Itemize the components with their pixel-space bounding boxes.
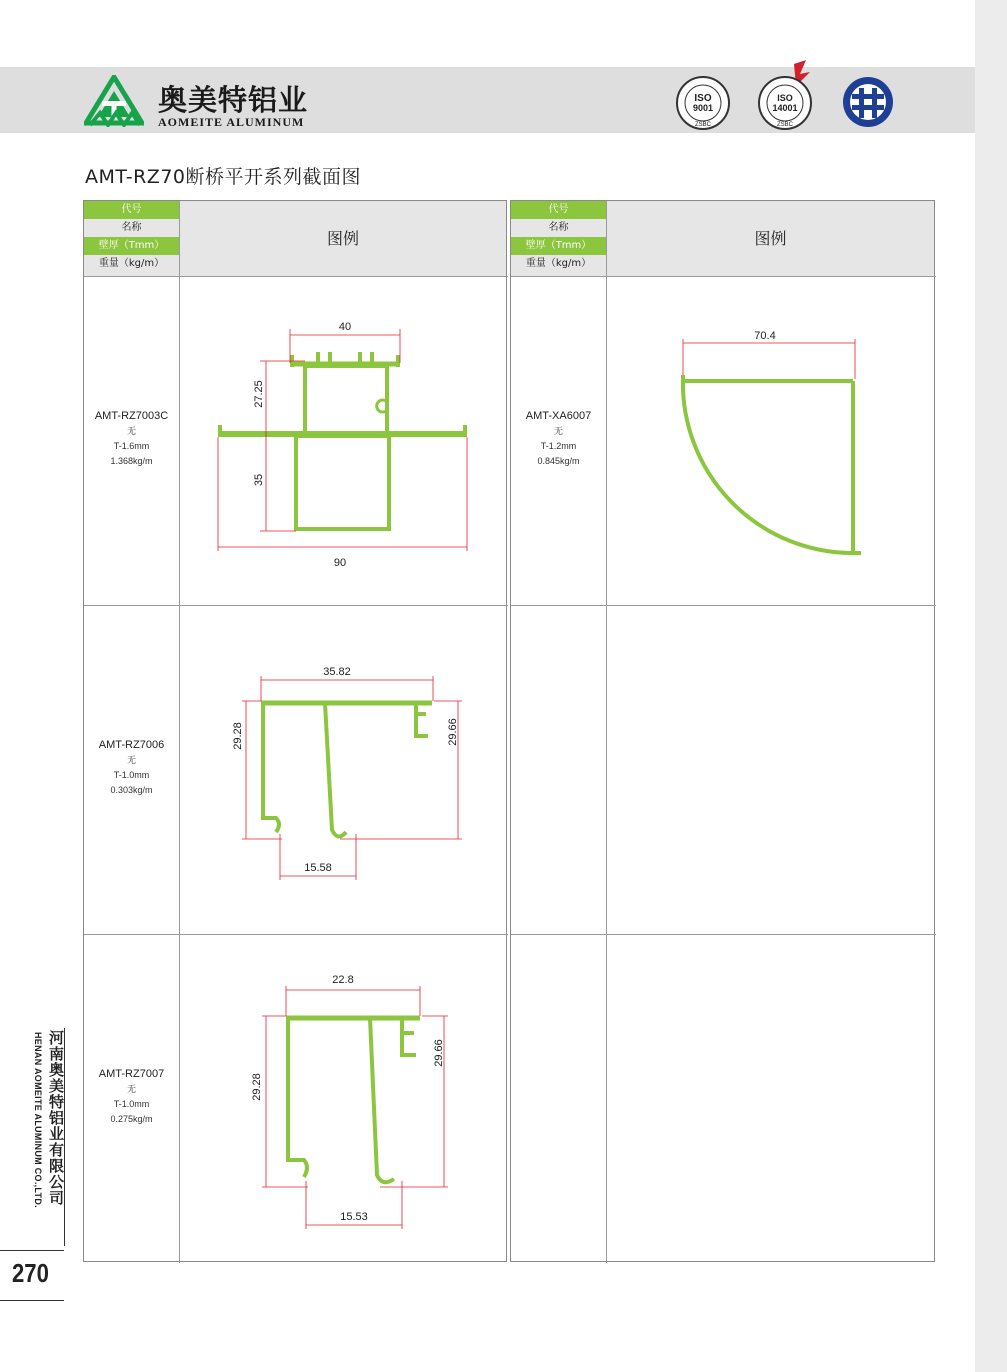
profile-code: AMT-RZ7006 bbox=[98, 739, 165, 751]
profile-weight: 0.275kg/m bbox=[110, 1114, 153, 1124]
spec-rz7007 bbox=[84, 1067, 179, 1127]
iso9001-badge-icon bbox=[674, 74, 732, 132]
profile-weight: 1.368kg/m bbox=[110, 456, 153, 466]
profile-weight: 0.303kg/m bbox=[110, 785, 153, 795]
dim-upper: 27.25 bbox=[253, 380, 265, 408]
iso9001-number: 9001 bbox=[692, 103, 714, 113]
header-legend: 图例 bbox=[180, 201, 506, 276]
page-number: 270 bbox=[12, 1258, 49, 1288]
brand-name-cn: 奥美特铝业 bbox=[158, 83, 309, 117]
company-name-cn: 河南奥美特铝业有限公司 bbox=[47, 1030, 65, 1206]
profile-drawing-rz7007 bbox=[180, 935, 506, 1263]
header-wall: 壁厚（Tmm） bbox=[84, 237, 179, 256]
profile-wall: T-1.6mm bbox=[113, 441, 150, 451]
dim-top: 35.82 bbox=[323, 666, 351, 678]
header-name: 名称 bbox=[84, 219, 179, 238]
company-logo-icon bbox=[84, 75, 144, 127]
spec-xa6007 bbox=[511, 409, 606, 469]
header-name: 名称 bbox=[511, 219, 606, 238]
iso9001-code: ISO bbox=[694, 93, 712, 104]
profile-code: AMT-RZ7007 bbox=[98, 1068, 165, 1080]
dim-right: 29.66 bbox=[447, 718, 459, 746]
spec-rz7006 bbox=[84, 738, 179, 798]
profile-name: 无 bbox=[126, 755, 136, 765]
header-wall: 壁厚（Tmm） bbox=[511, 237, 606, 256]
dim-bottom: 15.53 bbox=[340, 1211, 368, 1223]
profile-drawing-xa6007 bbox=[607, 277, 934, 605]
profile-name: 无 bbox=[553, 426, 563, 436]
profile-name: 无 bbox=[126, 426, 136, 436]
dim-bottom: 90 bbox=[333, 557, 347, 569]
page-edge-strip bbox=[975, 0, 1007, 1372]
dim-top: 22.8 bbox=[332, 974, 354, 986]
iso14001-agency: ZSBC bbox=[776, 122, 794, 128]
profile-code: AMT-XA6007 bbox=[525, 410, 592, 422]
dim-right: 29.66 bbox=[433, 1039, 445, 1067]
profile-table-right bbox=[510, 200, 935, 1262]
iso14001-badge-icon bbox=[756, 60, 816, 132]
profile-wall: T-1.0mm bbox=[113, 1099, 150, 1109]
profile-drawing-rz7003c bbox=[180, 277, 506, 605]
profile-code: AMT-RZ7003C bbox=[94, 410, 169, 422]
iso14001-code: ISO bbox=[777, 93, 793, 103]
header-band bbox=[0, 67, 975, 133]
header-weight: 重量（kg/m） bbox=[84, 255, 179, 276]
dim-lower: 35 bbox=[253, 473, 265, 487]
header-code: 代号 bbox=[84, 201, 179, 220]
header-legend: 图例 bbox=[607, 201, 934, 276]
profile-wall: T-1.0mm bbox=[113, 770, 150, 780]
spec-rz7003c bbox=[84, 409, 179, 469]
cert-emblem-icon bbox=[840, 74, 896, 130]
header-code: 代号 bbox=[511, 201, 606, 220]
dim-top: 40 bbox=[338, 321, 352, 333]
company-name-en: HENAN AOMEITE ALUMINUM CO.,LTD. bbox=[33, 1032, 43, 1208]
profile-drawing-rz7006 bbox=[180, 606, 506, 934]
page-number-rule-top bbox=[0, 1250, 64, 1251]
profile-name: 无 bbox=[126, 1084, 136, 1094]
brand-name-en: AOMEITE ALUMINUM bbox=[158, 115, 305, 129]
page-number-rule-bottom bbox=[0, 1300, 64, 1301]
dim-left: 29.28 bbox=[232, 722, 244, 750]
dim-top: 70.4 bbox=[754, 330, 776, 342]
iso9001-agency: ZSBC bbox=[694, 122, 712, 128]
header-weight: 重量（kg/m） bbox=[511, 255, 606, 276]
page-title: AMT-RZ70断桥平开系列截面图 bbox=[85, 166, 362, 188]
iso14001-number: 14001 bbox=[772, 103, 798, 113]
profile-table-left bbox=[83, 200, 507, 1262]
dim-bottom: 15.58 bbox=[304, 862, 332, 874]
profile-wall: T-1.2mm bbox=[540, 441, 577, 451]
dim-left: 29.28 bbox=[251, 1073, 263, 1101]
profile-weight: 0.845kg/m bbox=[537, 456, 580, 466]
